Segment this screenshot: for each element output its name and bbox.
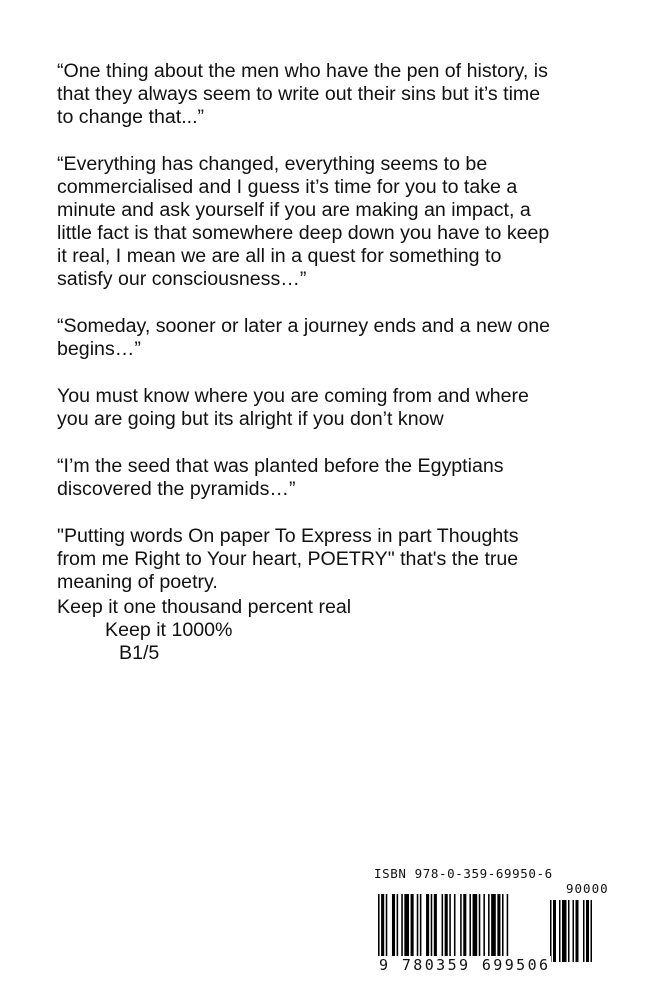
isbn-barcode bbox=[372, 866, 622, 978]
price-code: 90000 bbox=[566, 881, 609, 896]
barcode-bars bbox=[372, 880, 622, 964]
quote-paragraph: “One thing about the men who have the pen of history, is that they always seem to write out their sins but it’s time to change that...” bbox=[57, 60, 548, 128]
ean-digits: 9 780359 699506 bbox=[379, 956, 551, 974]
tagline-block bbox=[57, 596, 351, 665]
back-cover-quotes bbox=[57, 60, 627, 618]
quote-paragraph: You must know where you are coming from and where you are going but its alright if you don’t know bbox=[57, 385, 529, 430]
quote-paragraph: “I’m the seed that was planted before the Egyptians discovered the pyramids…” bbox=[57, 455, 504, 500]
tagline-code: B1/5 bbox=[119, 642, 160, 664]
tagline-line: Keep it 1000% bbox=[105, 619, 233, 641]
quote-paragraph: “Someday, sooner or later a journey ends and a new one begins…” bbox=[57, 315, 551, 360]
quote-paragraph: “Everything has changed, everything seems to be commercialised and I guess it’s time for you to take a minute and ask yourself if you are making an impact, a little fact is that somewhere deep down you have to keep it real, I mean we are all in a quest for something to satisfy our consciousness…” bbox=[57, 153, 550, 290]
isbn-label: ISBN 978-0-359-69950-6 bbox=[374, 866, 553, 881]
tagline-line: Keep it one thousand percent real bbox=[57, 596, 352, 618]
quote-paragraph: "Putting words On paper To Express in part Thoughts from me Right to Your heart, POETRY" that's the true meaning of poetry. bbox=[57, 525, 519, 593]
